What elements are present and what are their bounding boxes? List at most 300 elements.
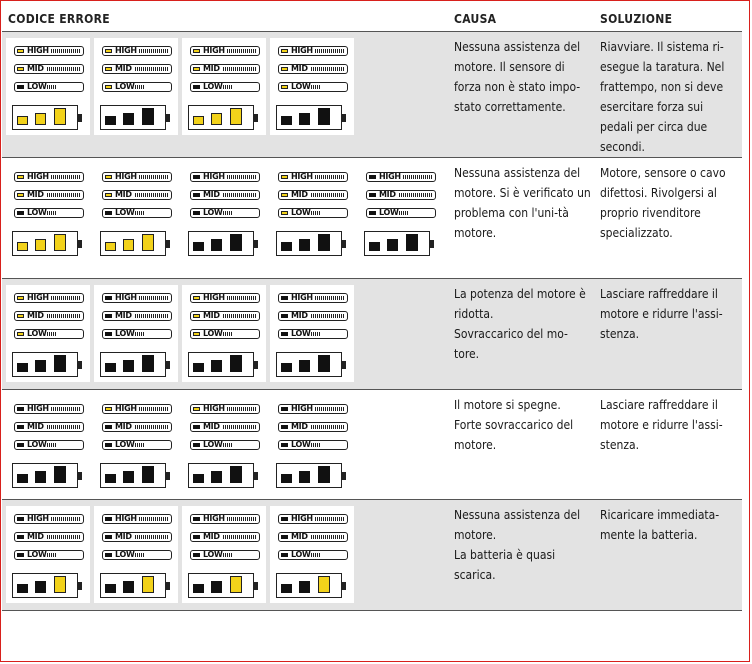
battery-cell-icon <box>299 113 310 125</box>
level-scale-icon <box>227 517 257 521</box>
assist-level-low-indicator <box>14 550 84 560</box>
display-panel <box>6 506 90 603</box>
assist-level-high-indicator <box>102 293 172 303</box>
cause-text: Nessuna assistenza del motore. <box>454 508 581 542</box>
assist-level-label: MID <box>203 532 220 541</box>
battery-cell-icon <box>54 466 66 483</box>
assist-level-mid-indicator <box>278 190 348 200</box>
battery-cell-icon <box>299 581 310 593</box>
battery-cell-icon <box>54 576 66 593</box>
led-high-icon <box>281 407 288 411</box>
battery-cell-icon <box>142 108 154 125</box>
level-scale-icon <box>139 296 169 300</box>
led-high-icon <box>105 296 112 300</box>
battery-icon <box>188 231 254 256</box>
battery-terminal-icon <box>254 240 258 248</box>
assist-level-low-indicator <box>102 550 172 560</box>
assist-level-label: HIGH <box>27 46 49 55</box>
table-row <box>2 390 742 500</box>
level-scale-icon <box>139 407 169 411</box>
battery-terminal-icon <box>166 240 170 248</box>
cause-text: Forte sovraccarico del motore. <box>454 418 574 452</box>
battery-icon <box>100 352 166 377</box>
battery-cell-icon <box>35 471 46 483</box>
display-panel <box>270 164 354 261</box>
battery-icon <box>12 352 78 377</box>
display-panel <box>94 285 178 382</box>
cause-text: La potenza del motore è ridotta. <box>454 287 586 321</box>
battery-cell-icon <box>123 471 134 483</box>
cause-cell <box>449 279 595 390</box>
level-scale-icon <box>135 211 145 215</box>
assist-level-high-indicator <box>14 404 84 414</box>
assist-level-label: MID <box>203 190 220 199</box>
battery-terminal-icon <box>166 114 170 122</box>
assist-level-label: LOW <box>291 208 311 217</box>
battery-terminal-icon <box>254 582 258 590</box>
level-scale-icon <box>315 296 345 300</box>
level-scale-icon <box>135 85 145 89</box>
assist-level-high-indicator <box>278 172 348 182</box>
assist-level-label: HIGH <box>203 514 225 523</box>
assist-level-low-indicator <box>278 82 348 92</box>
level-scale-icon <box>399 193 433 197</box>
led-mid-icon <box>17 67 24 71</box>
assist-level-high-indicator <box>14 172 84 182</box>
assist-level-label: LOW <box>115 329 135 338</box>
battery-cell-icon <box>35 360 46 372</box>
level-scale-icon <box>227 296 257 300</box>
battery-icon <box>100 231 166 256</box>
display-panel <box>94 164 178 261</box>
led-low-icon <box>105 332 112 336</box>
assist-level-label: LOW <box>27 208 47 217</box>
assist-level-mid-indicator <box>190 532 260 542</box>
level-scale-icon <box>311 425 345 429</box>
assist-level-high-indicator <box>102 172 172 182</box>
assist-level-label: MID <box>115 64 132 73</box>
assist-level-low-indicator <box>278 329 348 339</box>
battery-icon <box>276 105 342 130</box>
assist-level-low-indicator <box>102 82 172 92</box>
level-scale-icon <box>315 175 345 179</box>
led-low-icon <box>281 85 288 89</box>
level-scale-icon <box>315 49 345 53</box>
assist-level-high-indicator <box>190 293 260 303</box>
display-panel <box>6 38 90 135</box>
level-scale-icon <box>135 332 145 336</box>
battery-terminal-icon <box>254 114 258 122</box>
led-mid-icon <box>193 425 200 429</box>
header-solution: SOLUZIONE <box>600 11 673 26</box>
level-scale-icon <box>135 535 169 539</box>
level-scale-icon <box>135 314 169 318</box>
battery-cell-icon <box>318 466 330 483</box>
battery-icon <box>276 231 342 256</box>
level-scale-icon <box>223 211 233 215</box>
assist-level-label: LOW <box>115 440 135 449</box>
led-high-icon <box>193 175 200 179</box>
assist-level-label: LOW <box>115 208 135 217</box>
led-low-icon <box>193 443 200 447</box>
assist-level-low-indicator <box>102 440 172 450</box>
level-scale-icon <box>51 175 81 179</box>
assist-level-label: LOW <box>115 82 135 91</box>
led-high-icon <box>281 517 288 521</box>
led-high-icon <box>281 175 288 179</box>
battery-cell-icon <box>193 474 204 483</box>
battery-cell-icon <box>142 466 154 483</box>
battery-cell-icon <box>318 234 330 251</box>
assist-level-label: HIGH <box>115 293 137 302</box>
battery-cell-icon <box>211 471 222 483</box>
battery-cell-icon <box>123 360 134 372</box>
led-mid-icon <box>17 314 24 318</box>
level-scale-icon <box>223 332 233 336</box>
level-scale-icon <box>223 193 257 197</box>
solution-text: Lasciare raffreddare il motore e ridurre l'assi-stenza. <box>600 398 723 452</box>
level-scale-icon <box>223 314 257 318</box>
led-high-icon <box>17 517 24 521</box>
header-cause: CAUSA <box>454 11 497 26</box>
solution-cell <box>595 279 742 390</box>
level-scale-icon <box>311 193 345 197</box>
led-low-icon <box>193 553 200 557</box>
display-panel <box>182 285 266 382</box>
battery-icon <box>276 573 342 598</box>
battery-cell-icon <box>281 363 292 372</box>
assist-level-label: MID <box>291 422 308 431</box>
battery-cell-icon <box>211 581 222 593</box>
assist-level-label: HIGH <box>291 46 313 55</box>
battery-cell-icon <box>281 584 292 593</box>
battery-cell-icon <box>211 113 222 125</box>
led-low-icon <box>17 553 24 557</box>
battery-cell-icon <box>299 239 310 251</box>
solution-text: Lasciare raffreddare il motore e ridurre l'assi-stenza. <box>600 287 723 341</box>
led-mid-icon <box>281 193 288 197</box>
battery-icon <box>12 105 78 130</box>
led-low-icon <box>105 211 112 215</box>
led-high-icon <box>17 407 24 411</box>
assist-level-low-indicator <box>102 208 172 218</box>
assist-level-label: HIGH <box>203 293 225 302</box>
assist-level-low-indicator <box>278 550 348 560</box>
led-high-icon <box>17 49 24 53</box>
table-row <box>2 279 742 390</box>
battery-terminal-icon <box>78 582 82 590</box>
led-mid-icon <box>105 535 112 539</box>
display-panel <box>6 164 90 261</box>
display-panel <box>94 506 178 603</box>
level-scale-icon <box>311 85 321 89</box>
battery-cell-icon <box>123 581 134 593</box>
level-scale-icon <box>139 175 169 179</box>
led-high-icon <box>105 49 112 53</box>
led-low-icon <box>105 85 112 89</box>
display-panel <box>182 396 266 493</box>
battery-icon <box>12 231 78 256</box>
assist-level-mid-indicator <box>190 311 260 321</box>
assist-level-label: LOW <box>203 329 223 338</box>
battery-cell-icon <box>35 239 46 251</box>
error-code-cell <box>2 390 449 500</box>
cause-text: Nessuna assistenza del motore. Si è verificato un problema con l'uni-tà motore. <box>454 166 591 240</box>
battery-cell-icon <box>230 466 242 483</box>
assist-level-high-indicator <box>190 404 260 414</box>
battery-cell-icon <box>123 239 134 251</box>
assist-level-low-indicator <box>14 440 84 450</box>
level-scale-icon <box>311 332 321 336</box>
led-low-icon <box>17 443 24 447</box>
display-panel <box>94 38 178 135</box>
assist-level-mid-indicator <box>14 422 84 432</box>
level-scale-icon <box>223 553 233 557</box>
battery-cell-icon <box>17 363 28 372</box>
error-code-table <box>2 6 742 611</box>
battery-cell-icon <box>211 239 222 251</box>
battery-terminal-icon <box>430 240 434 248</box>
level-scale-icon <box>311 67 345 71</box>
solution-text: Motore, sensore o cavo difettosi. Rivolgersi al proprio rivenditore specializzato. <box>600 166 726 240</box>
led-mid-icon <box>193 193 200 197</box>
battery-cell-icon <box>387 239 398 251</box>
battery-cell-icon <box>406 234 418 251</box>
assist-level-low-indicator <box>190 440 260 450</box>
error-code-cell <box>2 500 449 611</box>
assist-level-label: MID <box>115 532 132 541</box>
cause-text: La batteria è quasi scarica. <box>454 548 556 582</box>
assist-level-label: MID <box>203 64 220 73</box>
led-high-icon <box>105 517 112 521</box>
assist-level-mid-indicator <box>278 532 348 542</box>
led-high-icon <box>17 296 24 300</box>
level-scale-icon <box>47 425 81 429</box>
level-scale-icon <box>47 85 57 89</box>
battery-cell-icon <box>142 234 154 251</box>
assist-level-label: MID <box>291 311 308 320</box>
assist-level-low-indicator <box>366 208 436 218</box>
battery-cell-icon <box>105 363 116 372</box>
led-mid-icon <box>369 193 376 197</box>
display-panel <box>270 38 354 135</box>
battery-terminal-icon <box>342 582 346 590</box>
assist-level-label: MID <box>115 311 132 320</box>
display-panels <box>6 390 449 493</box>
assist-level-high-indicator <box>278 293 348 303</box>
assist-level-low-indicator <box>14 82 84 92</box>
battery-icon <box>188 573 254 598</box>
led-low-icon <box>193 211 200 215</box>
led-low-icon <box>281 332 288 336</box>
assist-level-mid-indicator <box>278 422 348 432</box>
assist-level-label: HIGH <box>203 172 225 181</box>
battery-icon <box>276 352 342 377</box>
battery-cell-icon <box>54 234 66 251</box>
level-scale-icon <box>403 175 433 179</box>
assist-level-mid-indicator <box>102 190 172 200</box>
cause-cell <box>449 158 595 279</box>
assist-level-mid-indicator <box>14 190 84 200</box>
assist-level-label: HIGH <box>27 172 49 181</box>
level-scale-icon <box>315 407 345 411</box>
level-scale-icon <box>223 443 233 447</box>
assist-level-mid-indicator <box>102 532 172 542</box>
level-scale-icon <box>223 67 257 71</box>
battery-cell-icon <box>123 113 134 125</box>
assist-level-mid-indicator <box>190 422 260 432</box>
battery-terminal-icon <box>78 240 82 248</box>
assist-level-label: LOW <box>27 550 47 559</box>
assist-level-high-indicator <box>14 293 84 303</box>
assist-level-high-indicator <box>102 404 172 414</box>
assist-level-high-indicator <box>102 46 172 56</box>
display-panel <box>270 506 354 603</box>
assist-level-label: LOW <box>203 550 223 559</box>
assist-level-mid-indicator <box>14 532 84 542</box>
battery-cell-icon <box>318 576 330 593</box>
assist-level-label: LOW <box>291 440 311 449</box>
level-scale-icon <box>47 443 57 447</box>
battery-cell-icon <box>193 584 204 593</box>
assist-level-label: MID <box>115 190 132 199</box>
assist-level-low-indicator <box>102 329 172 339</box>
assist-level-label: HIGH <box>27 514 49 523</box>
level-scale-icon <box>223 425 257 429</box>
battery-terminal-icon <box>342 361 346 369</box>
battery-terminal-icon <box>78 114 82 122</box>
solution-cell <box>595 158 742 279</box>
battery-icon <box>188 352 254 377</box>
assist-level-high-indicator <box>278 514 348 524</box>
level-scale-icon <box>135 67 169 71</box>
battery-cell-icon <box>211 360 222 372</box>
battery-cell-icon <box>281 474 292 483</box>
assist-level-low-indicator <box>278 208 348 218</box>
display-panel <box>6 396 90 493</box>
level-scale-icon <box>47 67 81 71</box>
cause-cell <box>449 32 595 158</box>
battery-terminal-icon <box>166 361 170 369</box>
battery-icon <box>12 463 78 488</box>
assist-level-label: LOW <box>27 440 47 449</box>
led-mid-icon <box>105 193 112 197</box>
cause-cell <box>449 500 595 611</box>
assist-level-label: HIGH <box>291 404 313 413</box>
display-panel <box>358 164 442 261</box>
assist-level-label: LOW <box>291 82 311 91</box>
level-scale-icon <box>135 425 169 429</box>
assist-level-mid-indicator <box>102 64 172 74</box>
battery-cell-icon <box>230 234 242 251</box>
assist-level-mid-indicator <box>102 311 172 321</box>
assist-level-high-indicator <box>366 172 436 182</box>
error-code-cell <box>2 279 449 390</box>
battery-cell-icon <box>35 113 46 125</box>
assist-level-low-indicator <box>190 550 260 560</box>
assist-level-low-indicator <box>14 329 84 339</box>
assist-level-label: LOW <box>27 82 47 91</box>
error-code-cell <box>2 158 449 279</box>
level-scale-icon <box>227 175 257 179</box>
assist-level-high-indicator <box>102 514 172 524</box>
level-scale-icon <box>311 443 321 447</box>
assist-level-label: MID <box>379 190 396 199</box>
assist-level-high-indicator <box>14 514 84 524</box>
cause-cell <box>449 390 595 500</box>
battery-cell-icon <box>105 584 116 593</box>
battery-terminal-icon <box>342 472 346 480</box>
battery-cell-icon <box>35 581 46 593</box>
level-scale-icon <box>47 211 57 215</box>
led-low-icon <box>193 85 200 89</box>
battery-icon <box>188 463 254 488</box>
assist-level-mid-indicator <box>14 311 84 321</box>
level-scale-icon <box>315 517 345 521</box>
assist-level-label: LOW <box>203 440 223 449</box>
battery-terminal-icon <box>78 472 82 480</box>
battery-cell-icon <box>281 242 292 251</box>
assist-level-label: MID <box>27 64 44 73</box>
battery-cell-icon <box>142 355 154 372</box>
level-scale-icon <box>311 535 345 539</box>
assist-level-label: MID <box>27 532 44 541</box>
assist-level-label: MID <box>203 422 220 431</box>
assist-level-mid-indicator <box>190 64 260 74</box>
level-scale-icon <box>227 49 257 53</box>
solution-text: Riavviare. Il sistema ri-esegue la taratura. Nel frattempo, non si deve esercitare forza sui pedali per circa due secondi. <box>600 40 725 154</box>
battery-cell-icon <box>54 355 66 372</box>
assist-level-label: HIGH <box>291 172 313 181</box>
battery-cell-icon <box>299 360 310 372</box>
display-panels <box>6 158 449 261</box>
level-scale-icon <box>223 85 233 89</box>
led-high-icon <box>193 517 200 521</box>
battery-icon <box>100 463 166 488</box>
assist-level-label: MID <box>291 64 308 73</box>
error-code-cell <box>2 32 449 158</box>
assist-level-label: HIGH <box>27 293 49 302</box>
led-mid-icon <box>281 425 288 429</box>
assist-level-label: HIGH <box>115 404 137 413</box>
battery-cell-icon <box>105 474 116 483</box>
display-panels <box>6 279 449 382</box>
assist-level-label: HIGH <box>291 293 313 302</box>
assist-level-high-indicator <box>190 514 260 524</box>
assist-level-label: MID <box>203 311 220 320</box>
solution-text: Ricaricare immediata-mente la batteria. <box>600 508 720 542</box>
level-scale-icon <box>51 49 81 53</box>
assist-level-mid-indicator <box>14 64 84 74</box>
display-panel <box>182 506 266 603</box>
led-high-icon <box>281 49 288 53</box>
battery-cell-icon <box>369 242 380 251</box>
solution-cell <box>595 390 742 500</box>
battery-icon <box>276 463 342 488</box>
battery-terminal-icon <box>254 472 258 480</box>
assist-level-high-indicator <box>190 46 260 56</box>
battery-terminal-icon <box>342 240 346 248</box>
battery-cell-icon <box>193 116 204 125</box>
level-scale-icon <box>47 535 81 539</box>
level-scale-icon <box>311 211 321 215</box>
assist-level-label: HIGH <box>115 172 137 181</box>
assist-level-high-indicator <box>278 46 348 56</box>
led-low-icon <box>281 553 288 557</box>
led-mid-icon <box>105 425 112 429</box>
led-mid-icon <box>17 193 24 197</box>
led-high-icon <box>193 49 200 53</box>
